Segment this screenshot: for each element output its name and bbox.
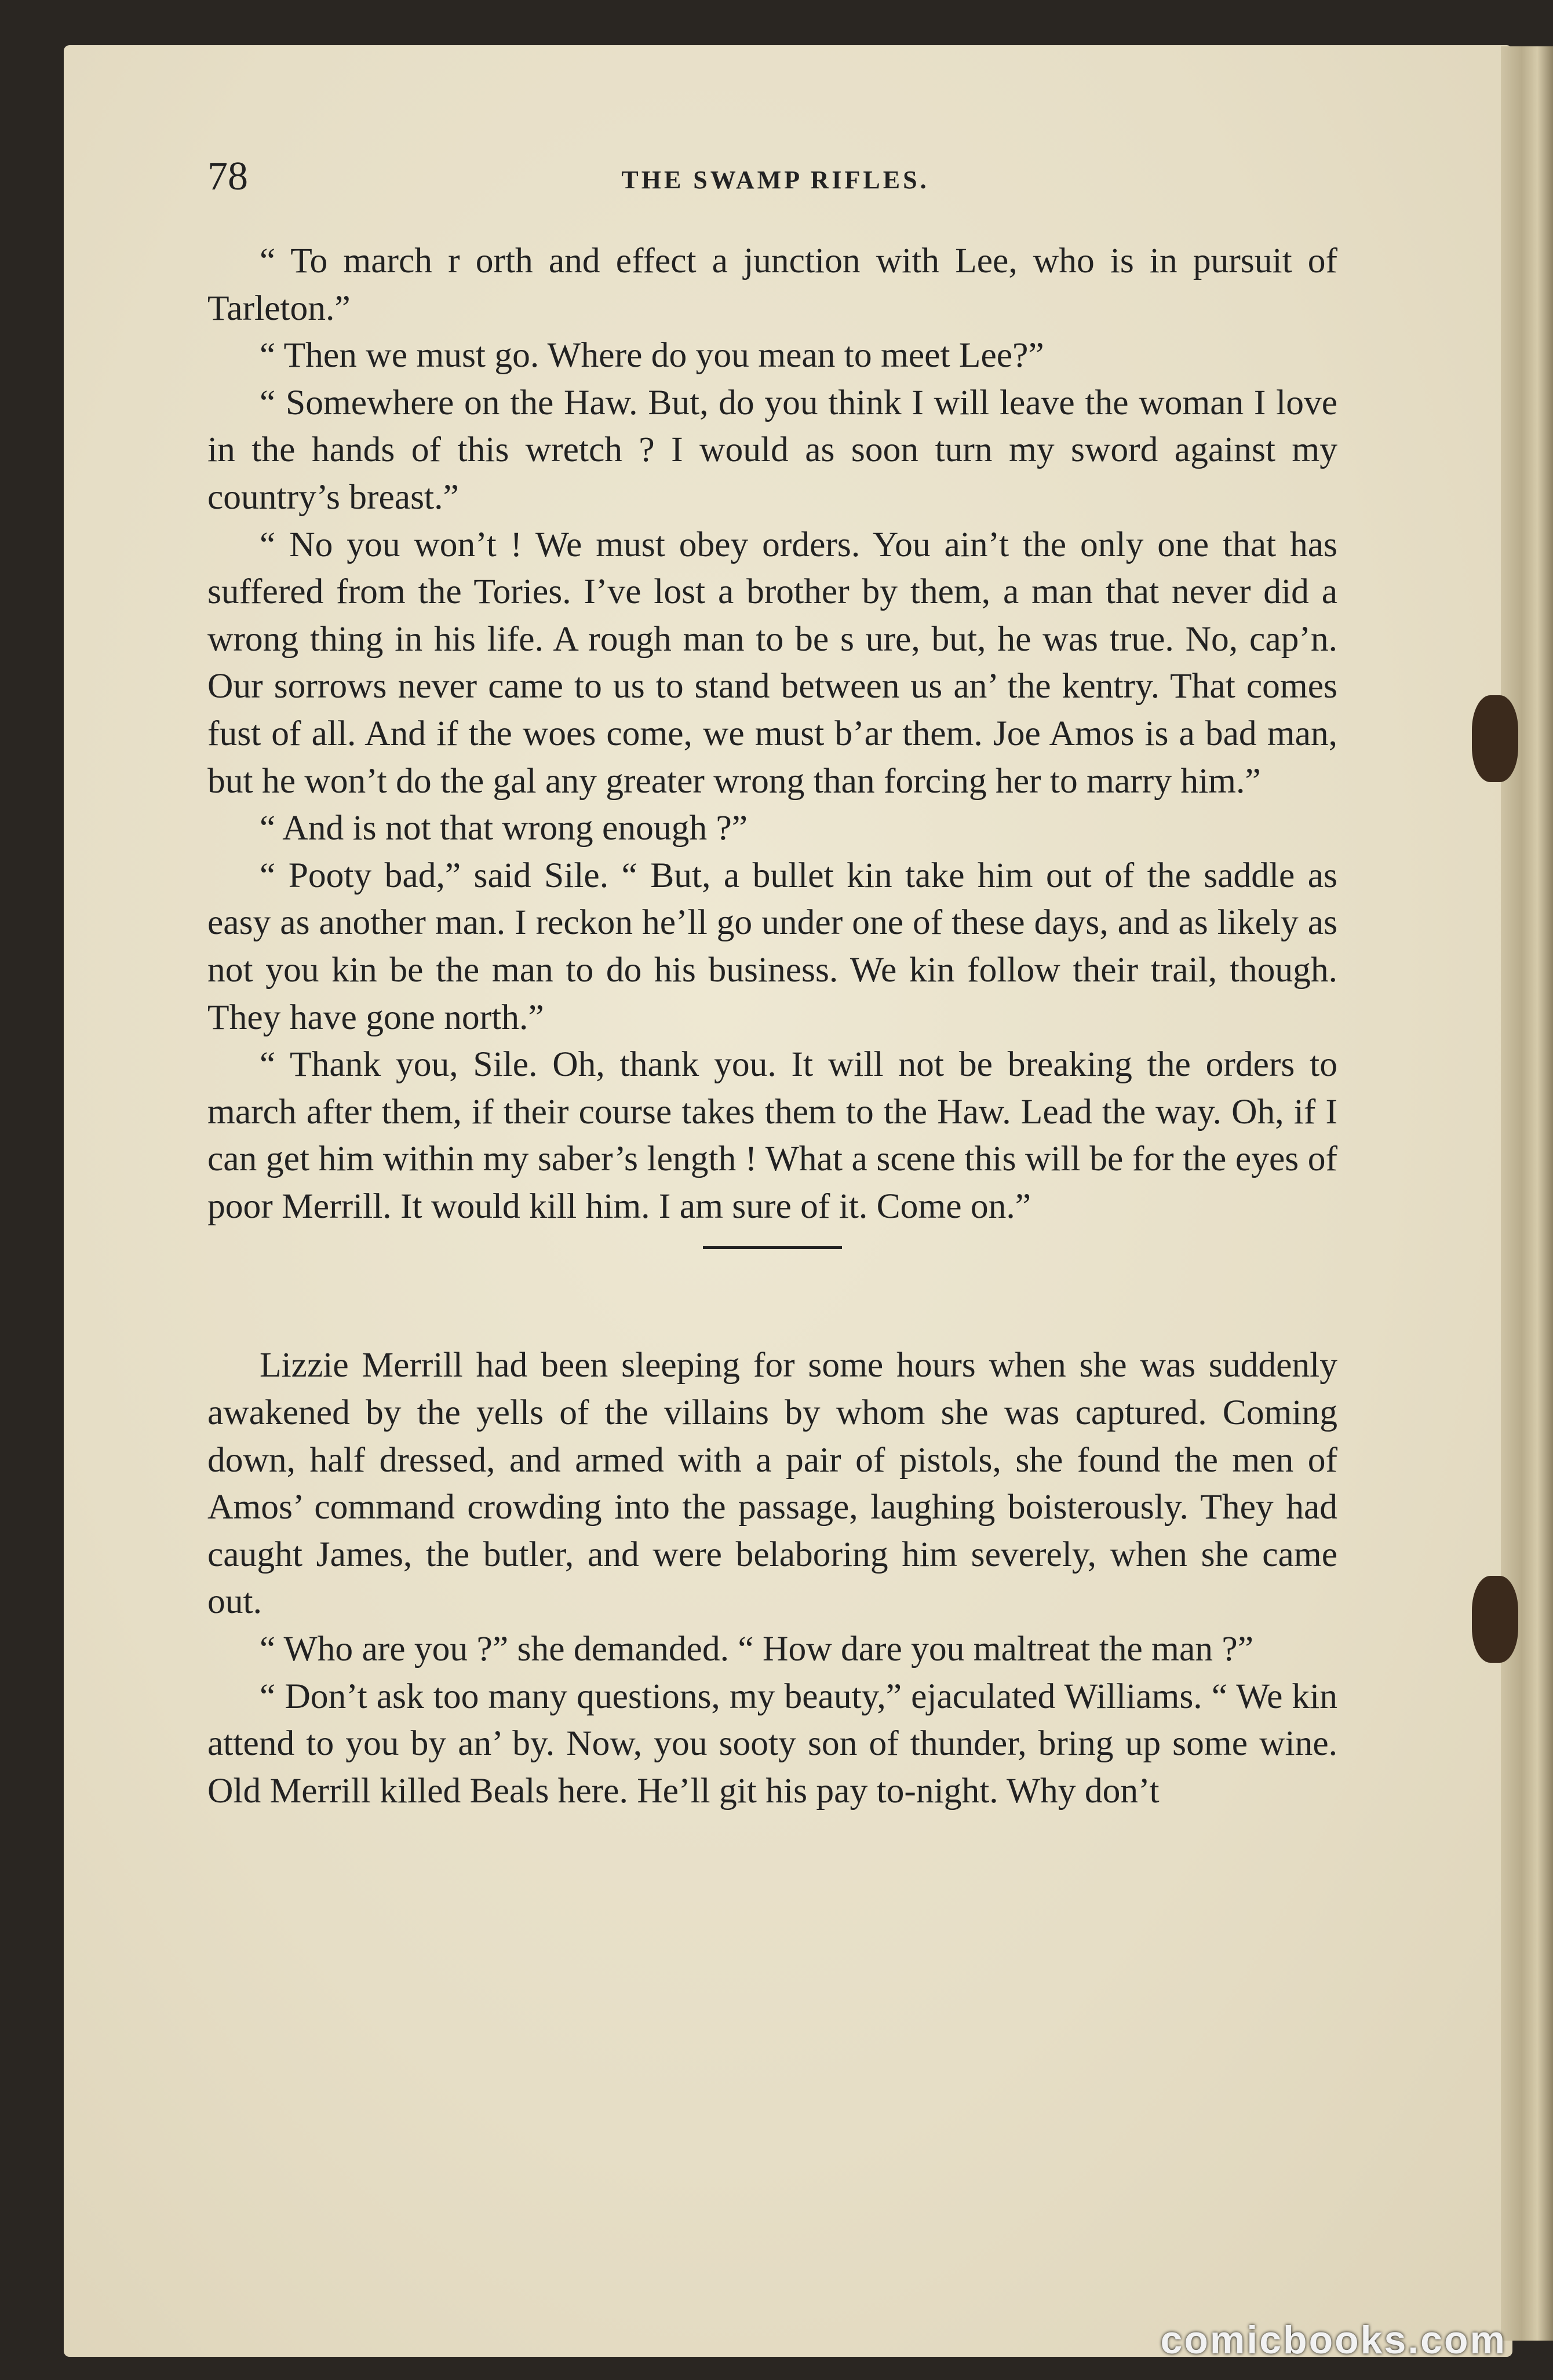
paragraph: “ Thank you, Sile. Oh, thank you. It will not be breaking the orders to march after them, if their course takes them to the Haw. Lead the way. Oh, if I can get him within my saber’s length ! What a scene this will be for the eyes of poor Merrill. It would kill him. I am sure of it. Come on.” (207, 1045, 1337, 1226)
paragraph: “ Who are you ?” she demanded. “ How dare you maltreat the man ?” (260, 1629, 1254, 1669)
paragraph: Lizzie Merrill had been sleeping for some hours when she was suddenly awakened by the yells of the villains by whom she was captured. Coming down, half dressed, and armed with a pair of pistols, she found the men of Amos’ command crowding into the passage, laughing boisterously. They had caught James, the butler, and were belaboring him severely, when she came out. (207, 1345, 1337, 1622)
binding-hole (1472, 1576, 1518, 1663)
paragraph: “ Don’t ask too many questions, my beauty,” ejaculated Williams. “ We kin attend to you by an’ by. Now, you sooty son of thunder, bring up some wine. Old Merrill killed Beals here. He’ll git his pay to-night. Why don’t (207, 1676, 1337, 1810)
page-edge (1501, 46, 1553, 2341)
paragraph: “ Somewhere on the Haw. But, do you think I will leave the woman I love in the hands of this wretch ? I would as soon turn my sword against my country’s breast.” (207, 382, 1337, 517)
body-text (207, 238, 1337, 1815)
paragraph: “ To march r orth and effect a junction with Lee, who is in pursuit of Tarleton.” (207, 241, 1337, 328)
page-number: 78 (207, 154, 248, 199)
page-header (207, 154, 1343, 206)
paragraph: “ No you won’t ! We must obey orders. You ain’t the only one that has suffered from the Tories. I’ve lost a brother by them, a man that never did a wrong thing in his life. A rough man to be s ure, but, he was true. No, cap’n. Our sorrows never came to us to stand between us an’ the kentry. That comes fust of all. And if the woes come, we must b’ar them. Joe Amos is a bad man, but he won’t do the gal any greater wrong than forcing her to marry him.” (207, 524, 1337, 801)
watermark: comicbooks.com (1160, 2318, 1507, 2362)
paragraph: “ Then we must go. Where do you mean to meet Lee?” (260, 335, 1044, 375)
paragraph: “ Pooty bad,” said Sile. “ But, a bullet kin take him out of the saddle as easy as another man. I reckon he’ll go under one of these days, and as likely as not you kin be the man to do his business. We kin follow their trail, though. They have gone north.” (207, 855, 1337, 1037)
running-head: THE SWAMP RIFLES. (621, 166, 929, 194)
paragraph: “ And is not that wrong enough ?” (260, 808, 748, 848)
section-divider (703, 1246, 842, 1249)
binding-hole (1472, 695, 1518, 782)
